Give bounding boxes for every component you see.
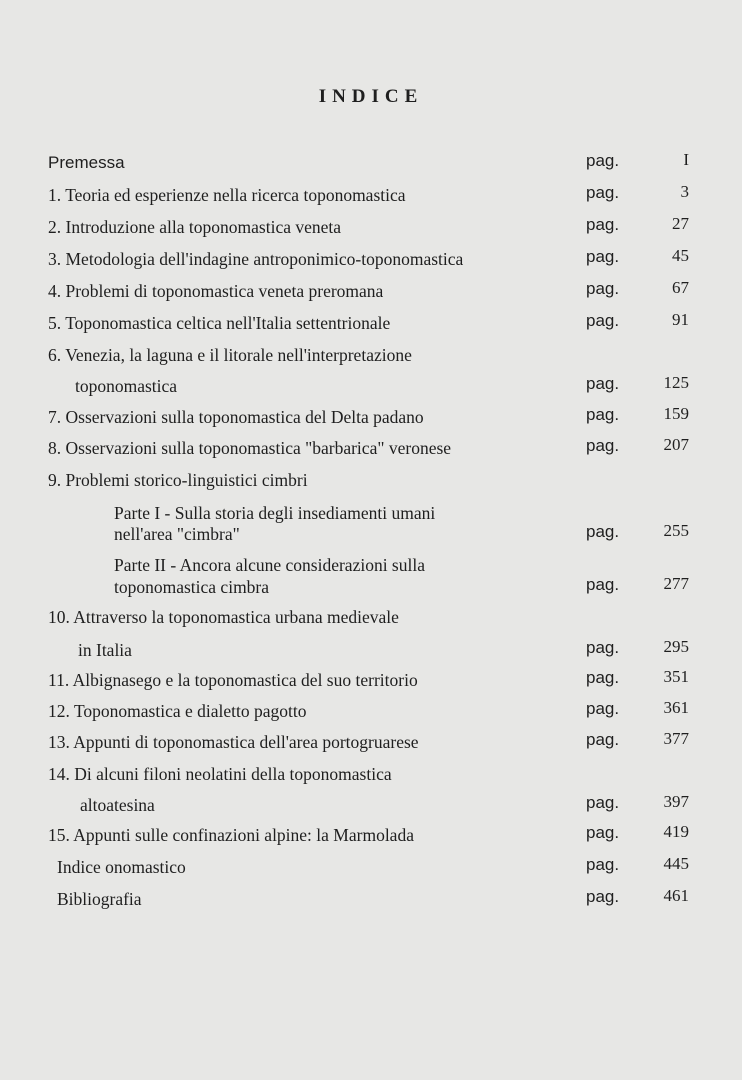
page-abbrev: pag. <box>586 151 620 170</box>
toc-entry-title <box>48 729 419 755</box>
toc-entry-title <box>48 404 424 430</box>
toc-entry-title <box>48 278 383 304</box>
toc-entry-continuation: toponomastica cimbra <box>114 577 270 597</box>
toc-entry-continuation: toponomastica <box>75 376 178 396</box>
toc-entry-number: 7. <box>48 407 66 427</box>
toc-entry-number: 10. <box>48 607 74 627</box>
page-abbrev: pag. <box>586 374 620 393</box>
toc-entry-number: 6. <box>48 345 66 365</box>
page-abbrev: pag. <box>586 793 620 812</box>
page-abbrev: pag. <box>586 730 620 749</box>
toc-entry-number: 3. <box>48 249 66 269</box>
toc-entry-title <box>48 698 306 724</box>
page-number: 125 <box>663 373 689 392</box>
toc-entry-text: Introduzione alla toponomastica veneta <box>65 217 342 237</box>
page-number: 445 <box>663 854 689 873</box>
page-number: I <box>683 150 689 169</box>
page-abbrev: pag. <box>586 887 620 906</box>
toc-entry-number: 2. <box>48 217 66 237</box>
toc-entry-title <box>48 310 390 336</box>
page-number: 3 <box>680 182 689 201</box>
page-number: 351 <box>663 667 689 686</box>
page-abbrev: pag. <box>586 247 620 266</box>
page-abbrev: pag. <box>586 522 620 541</box>
page-number: 277 <box>663 574 689 593</box>
toc-entry-text: Problemi di toponomastica veneta preromana <box>65 281 384 301</box>
toc-entry-title <box>48 822 414 848</box>
toc-entry-number: 12. <box>48 701 74 721</box>
toc-entry-text: Appunti sulle confinazioni alpine: la Marmolada <box>73 825 414 845</box>
toc-entry-text: Osservazioni sulla toponomastica "barbarica" veronese <box>65 438 452 458</box>
toc-entry-text: Indice onomastico <box>57 857 186 877</box>
page-number: 397 <box>663 792 689 811</box>
page-number: 377 <box>663 729 689 748</box>
page-abbrev: pag. <box>586 823 620 842</box>
toc-entry-number: 11. <box>48 670 73 690</box>
page-number: 419 <box>663 822 689 841</box>
toc-entry-text: Venezia, la laguna e il litorale nell'interpretazione <box>65 345 412 365</box>
page-number: 295 <box>663 637 689 656</box>
toc-entry-title <box>48 435 451 461</box>
page-number: 207 <box>663 435 689 454</box>
page-abbrev: pag. <box>586 183 620 202</box>
toc-entry-text: Problemi storico-linguistici cimbri <box>65 470 308 490</box>
page-abbrev: pag. <box>586 279 620 298</box>
toc-entry-continuation: nell'area "cimbra" <box>114 524 240 544</box>
toc-entry-number: 15. <box>48 825 74 845</box>
toc-entry-number: 9. <box>48 470 66 490</box>
page-abbrev: pag. <box>586 405 620 424</box>
page-title: INDICE <box>318 86 424 107</box>
toc-entry-text: Premessa <box>48 153 125 172</box>
toc-entry-number: 8. <box>48 438 66 458</box>
page-abbrev: pag. <box>586 215 620 234</box>
toc-entry-title <box>48 467 308 493</box>
toc-entry-title <box>48 246 463 272</box>
toc-entry-text: Albignasego e la toponomastica del suo territorio <box>72 670 418 690</box>
toc-entry-text: Teoria ed esperienze nella ricerca toponomastica <box>65 185 406 205</box>
toc-entry-continuation: in Italia <box>78 640 132 660</box>
toc-entry-title <box>48 761 392 787</box>
page-number: 159 <box>663 404 689 423</box>
page-abbrev: pag. <box>586 668 620 687</box>
toc-entry-title <box>57 854 186 880</box>
toc-entry-number: 4. <box>48 281 66 301</box>
toc-entry-text: Parte I - Sulla storia degli insediamenti umani <box>114 503 436 523</box>
page-abbrev: pag. <box>586 436 620 455</box>
toc-entry-number: 5. <box>48 313 66 333</box>
toc-entry-number: 1. <box>48 185 66 205</box>
toc-entry-title <box>48 150 125 176</box>
toc-entry-number: 13. <box>48 732 74 752</box>
toc-entry-title <box>48 604 399 630</box>
page-abbrev: pag. <box>586 699 620 718</box>
page-abbrev: pag. <box>586 855 620 874</box>
toc-entry-text: Appunti di toponomastica dell'area portogruarese <box>73 732 419 752</box>
page-abbrev: pag. <box>586 638 620 657</box>
toc-entry-title <box>48 214 341 240</box>
toc-entry-title <box>48 667 418 693</box>
toc-entry-text: Toponomastica celtica nell'Italia settentrionale <box>65 313 391 333</box>
page-number: 27 <box>672 214 689 233</box>
toc-entry-text: Parte II - Ancora alcune considerazioni sulla <box>114 555 425 575</box>
page-abbrev: pag. <box>586 575 620 594</box>
toc-entry-number: 14. <box>48 764 75 784</box>
toc-entry-text: Di alcuni filoni neolatini della toponomastica <box>74 764 392 784</box>
toc-entry-text: Osservazioni sulla toponomastica del Delta padano <box>65 407 424 427</box>
toc-entry-text: Attraverso la toponomastica urbana medievale <box>73 607 399 627</box>
page-number: 255 <box>663 521 689 540</box>
page-number: 361 <box>663 698 689 717</box>
toc-entry-continuation: altoatesina <box>80 795 155 815</box>
page-number: 67 <box>672 278 689 297</box>
page-number: 91 <box>672 310 689 329</box>
toc-entry-title <box>57 886 142 912</box>
toc-entry-text: Bibliografia <box>57 889 142 909</box>
toc-entry-title <box>48 182 406 208</box>
toc-entry-text: Toponomastica e dialetto pagotto <box>73 701 307 721</box>
page-abbrev: pag. <box>586 311 620 330</box>
toc-entry-text: Metodologia dell'indagine antroponimico-toponomastica <box>65 249 464 269</box>
toc-entry-title <box>48 342 412 368</box>
page-number: 461 <box>663 886 689 905</box>
page-number: 45 <box>672 246 689 265</box>
